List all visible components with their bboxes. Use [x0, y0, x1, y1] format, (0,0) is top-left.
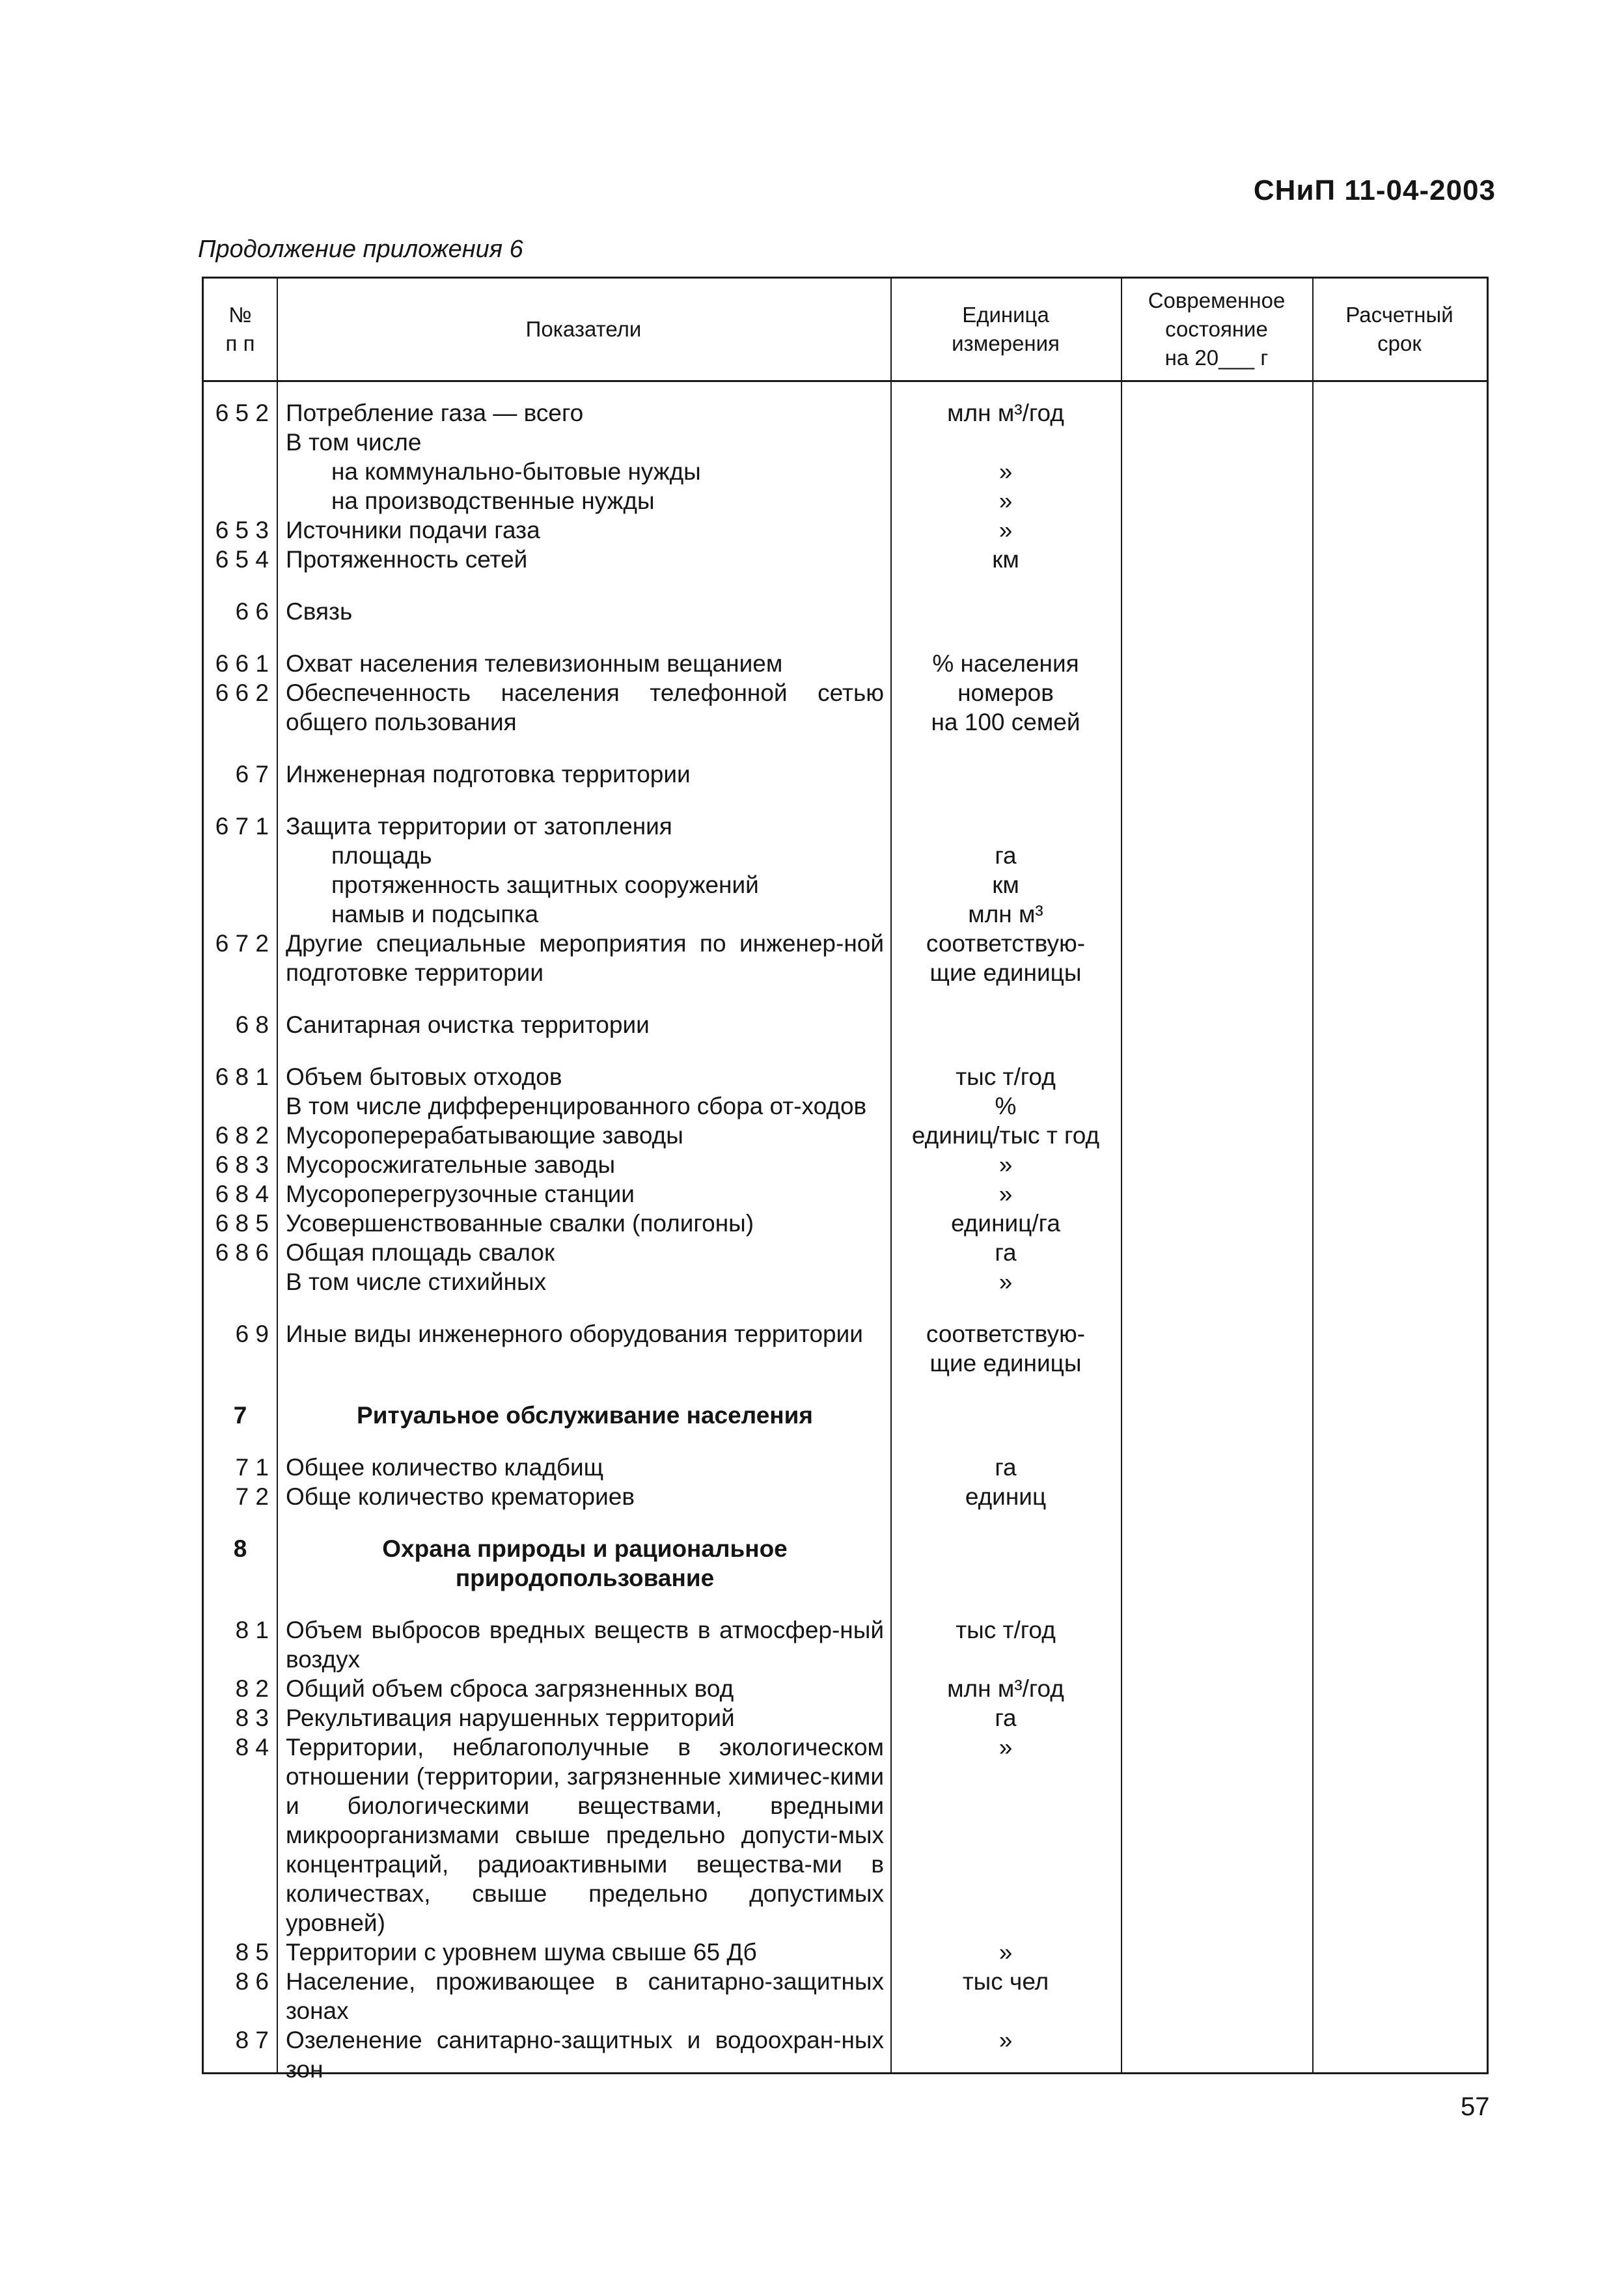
row-unit: % населения — [932, 650, 1079, 677]
table-row — [204, 1150, 1487, 1179]
row-indicator: В том числе — [286, 429, 422, 456]
row-indicator: Охват населения телевизионным вещанием — [286, 650, 783, 677]
row-number: 6 6 1 — [215, 650, 269, 677]
row-number: 7 — [233, 1402, 247, 1429]
column-header-target-term: Расчетный срок — [1345, 303, 1453, 355]
row-indicator: Ритуальное обслуживание населения — [357, 1402, 813, 1429]
row-indicator: Население, проживающее в санитарно-защитных зонах — [286, 1968, 884, 2024]
row-indicator: Иные виды инженерного оборудования территории — [286, 1321, 863, 1347]
row-unit — [890, 1534, 1121, 1593]
row-indicator: Связь — [286, 598, 353, 625]
row-spacer — [204, 789, 1487, 812]
row-unit: % — [995, 1093, 1017, 1119]
row-indicator: Мусоросжигательные заводы — [286, 1151, 616, 1178]
table-row — [204, 678, 1487, 737]
row-unit: га — [995, 842, 1017, 869]
row-indicator: Мусороперегрузочные станции — [286, 1181, 635, 1207]
table-row — [204, 1091, 1487, 1121]
row-number — [204, 1267, 277, 1296]
row-indicator: намыв и подсыпка — [331, 901, 539, 927]
row-unit: » — [998, 1734, 1013, 1761]
row-number: 6 8 4 — [215, 1181, 269, 1207]
row-unit: единиц — [965, 1483, 1047, 1510]
row-unit — [890, 1401, 1121, 1430]
row-number: 7 1 — [235, 1454, 269, 1481]
row-indicator: Санитарная очистка территории — [286, 1011, 650, 1038]
row-number: 6 6 2 — [215, 679, 269, 706]
row-spacer — [204, 574, 1487, 597]
table-row — [204, 1209, 1487, 1238]
row-number — [204, 428, 277, 457]
row-unit: га — [995, 1454, 1017, 1481]
doc-code: СНиП 11-04-2003 — [1253, 174, 1496, 206]
table-row — [204, 1703, 1487, 1733]
row-number: 8 — [233, 1535, 247, 1562]
row-number: 6 8 2 — [215, 1122, 269, 1149]
row-unit: соответствую- щие единицы — [926, 1321, 1086, 1377]
row-number: 8 3 — [235, 1705, 269, 1731]
row-number: 6 6 — [235, 598, 269, 625]
row-number: 6 7 1 — [215, 813, 269, 840]
row-number: 7 2 — [235, 1483, 269, 1510]
row-number: 6 9 — [235, 1321, 269, 1347]
table-row — [204, 486, 1487, 515]
row-spacer — [204, 1430, 1487, 1453]
row-spacer — [204, 1039, 1487, 1062]
section-heading-row — [204, 1401, 1487, 1430]
row-number: 6 5 3 — [215, 517, 269, 543]
row-unit — [890, 1010, 1121, 1039]
row-indicator: Обще количество крематориев — [286, 1483, 635, 1510]
row-indicator: на коммунально-бытовые нужды — [331, 458, 701, 485]
table-row — [204, 1967, 1487, 2025]
row-spacer — [204, 1296, 1487, 1319]
row-unit: » — [998, 2027, 1013, 2053]
row-unit: соответствую- щие единицы — [926, 930, 1086, 986]
row-unit: » — [998, 1268, 1013, 1295]
row-number — [204, 486, 277, 515]
table-row — [204, 1733, 1487, 1938]
continuation-caption: Продолжение приложения 6 — [198, 236, 523, 263]
row-unit: га — [995, 1239, 1017, 1266]
row-unit: млн м³/год — [947, 1675, 1064, 1702]
table-body — [204, 398, 1487, 2084]
row-indicator: Защита территории от затопления — [286, 813, 672, 840]
row-indicator: на производственные нужды — [331, 487, 655, 514]
row-unit: единиц/тыс т год — [911, 1122, 1100, 1149]
table-row — [204, 929, 1487, 987]
row-unit — [890, 812, 1121, 841]
row-indicator: Усовершенствованные свалки (полигоны) — [286, 1210, 754, 1237]
row-indicator: Общий объем сброса загрязненных вод — [286, 1675, 734, 1702]
table-row — [204, 760, 1487, 789]
row-indicator: Территории, неблагополучные в экологическом отношении (территории, загрязненные химичес-кими и биологическими веществами, вредными микроорганизмами свыше предельно допусти-мых концентраций, радиоактивными вещества-ми в количествах, свыше предельно допустимых уровней) — [286, 1734, 884, 1936]
row-unit: км — [992, 871, 1019, 898]
table-row — [204, 428, 1487, 457]
row-spacer — [204, 1511, 1487, 1534]
row-number: 6 7 2 — [215, 930, 269, 957]
row-indicator: Другие специальные мероприятия по инженер-ной подготовке территории — [286, 930, 884, 986]
table-row — [204, 1453, 1487, 1482]
row-spacer — [204, 626, 1487, 649]
row-indicator: площадь — [331, 842, 432, 869]
row-spacer — [204, 1593, 1487, 1615]
row-unit: » — [998, 487, 1013, 514]
row-unit: » — [998, 458, 1013, 485]
table-row — [204, 398, 1487, 428]
row-number: 8 4 — [235, 1734, 269, 1761]
table-row — [204, 1179, 1487, 1209]
indicators-table — [202, 277, 1489, 2083]
table-row — [204, 1938, 1487, 1967]
row-number: 6 7 — [235, 761, 269, 788]
row-unit: » — [998, 517, 1013, 543]
table-row — [204, 1062, 1487, 1091]
row-indicator: В том числе стихийных — [286, 1268, 547, 1295]
row-unit: номеров на 100 семей — [931, 679, 1080, 735]
table-row — [204, 812, 1487, 841]
table-row — [204, 1615, 1487, 1674]
row-number — [204, 870, 277, 899]
row-indicator: Объем выбросов вредных веществ в атмосфер-ный воздух — [286, 1617, 884, 1673]
row-indicator: Мусороперерабатывающие заводы — [286, 1122, 683, 1149]
table-row — [204, 870, 1487, 899]
section-heading-row — [204, 1534, 1487, 1593]
row-unit: » — [998, 1181, 1013, 1207]
row-number: 6 8 — [235, 1011, 269, 1038]
table-row — [204, 597, 1487, 626]
row-indicator: Обеспеченность населения телефонной сетью общего пользования — [286, 679, 884, 735]
row-unit: тыс чел — [962, 1968, 1049, 1995]
row-number: 6 5 2 — [215, 400, 269, 426]
row-number — [204, 841, 277, 870]
column-header-number: № п п — [225, 303, 255, 355]
row-spacer — [204, 737, 1487, 760]
row-unit: тыс т/год — [956, 1063, 1056, 1090]
table-row — [204, 1482, 1487, 1511]
row-number: 6 8 5 — [215, 1210, 269, 1237]
row-indicator: протяженность защитных сооружений — [331, 871, 759, 898]
column-header-indicators: Показатели — [525, 317, 642, 341]
row-number: 6 5 4 — [215, 546, 269, 573]
row-indicator: Общая площадь свалок — [286, 1239, 555, 1266]
table-row — [204, 1267, 1487, 1296]
row-spacer — [204, 1378, 1487, 1401]
row-indicator: Общее количество кладбищ — [286, 1454, 604, 1481]
row-unit: тыс т/год — [956, 1617, 1056, 1643]
row-unit: км — [992, 546, 1019, 573]
row-indicator: Потребление газа — всего — [286, 400, 584, 426]
page-number: 57 — [1461, 2092, 1490, 2121]
row-unit: млн м³ — [968, 901, 1043, 927]
row-indicator: Территории с уровнем шума свыше 65 Дб — [286, 1939, 757, 1966]
table-row — [204, 1121, 1487, 1150]
row-number: 8 7 — [235, 2027, 269, 2053]
row-unit: единиц/га — [951, 1210, 1060, 1237]
row-unit: » — [998, 1151, 1013, 1178]
row-number: 8 2 — [235, 1675, 269, 1702]
row-number: 8 5 — [235, 1939, 269, 1966]
row-number: 6 8 3 — [215, 1151, 269, 1178]
row-unit — [890, 428, 1121, 457]
table-row — [204, 545, 1487, 574]
table-row — [204, 1319, 1487, 1378]
row-indicator: Охрана природы и рациональное природопользование — [382, 1535, 788, 1591]
table-row — [204, 457, 1487, 486]
row-indicator: Источники подачи газа — [286, 517, 540, 543]
row-unit — [890, 597, 1121, 626]
row-indicator: Протяженность сетей — [286, 546, 528, 573]
row-spacer — [204, 987, 1487, 1010]
row-number: 8 1 — [235, 1617, 269, 1643]
table-row — [204, 1674, 1487, 1703]
row-number — [204, 457, 277, 486]
table-row — [204, 1010, 1487, 1039]
column-header-current-state: Современное состояние на 20___ г — [1148, 288, 1286, 370]
row-unit: млн м³/год — [947, 400, 1064, 426]
table-row — [204, 515, 1487, 545]
table-row — [204, 1238, 1487, 1267]
row-unit — [890, 760, 1121, 789]
row-indicator: В том числе дифференцированного сбора от-ходов — [286, 1093, 867, 1119]
table-row — [204, 649, 1487, 678]
row-indicator: Инженерная подготовка территории — [286, 761, 691, 788]
row-unit: га — [995, 1705, 1017, 1731]
row-indicator: Рекультивация нарушенных территорий — [286, 1705, 735, 1731]
row-number: 6 8 6 — [215, 1239, 269, 1266]
row-number: 8 6 — [235, 1968, 269, 1995]
row-indicator: Объем бытовых отходов — [286, 1063, 562, 1090]
row-indicator: Озеленение санитарно-защитных и водоохран-ных зон — [286, 2027, 884, 2083]
row-number — [204, 899, 277, 929]
table-row — [204, 841, 1487, 870]
column-header-unit: Единица измерения — [952, 303, 1060, 355]
header-divider — [204, 380, 1487, 382]
table-row — [204, 899, 1487, 929]
row-unit: » — [998, 1939, 1013, 1966]
row-number: 6 8 1 — [215, 1063, 269, 1090]
row-number — [204, 1091, 277, 1121]
table-row — [204, 2025, 1487, 2084]
